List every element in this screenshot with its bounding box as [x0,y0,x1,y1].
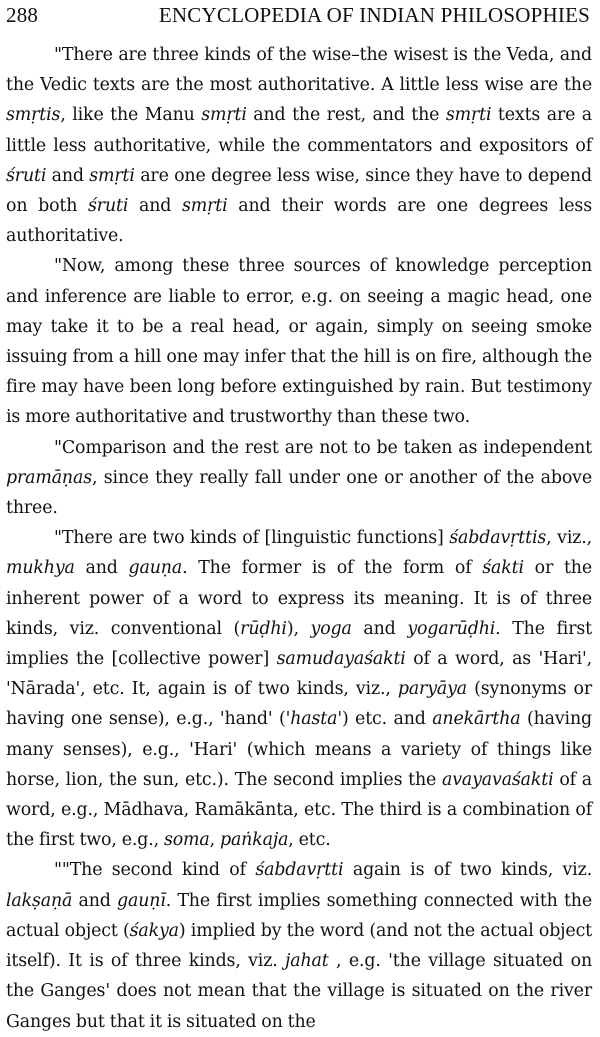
paragraph-comparison [6,433,592,524]
text-run: . The first implies the [collective power] [6,618,592,670]
text-run: "Now, among these three sources of knowledge perception and inference are liable to error, e.g. on seeing a magic head, one may take it to be a real head, or again, simply on seeing smoke issuing from a hill one may infer that the hill is on fire, although the fire may have been long before extinguished by rain. But testimony is more authoritative and trustworthy than these two. [6,256,592,428]
text-run: , e.g. 'the village situated on the Ganges' does not mean that the village is situated on the river Ganges but that it is situated on the [6,951,593,1032]
italic-term: śakya [129,920,179,941]
italic-term: smṛti [89,165,135,186]
text-run: "There are three kinds of the wise–the wisest is the Veda, and the Vedic texts are the most authoritative. A little less wise are the [6,45,592,96]
paragraph-linguistic [6,523,592,855]
text-run: ') etc. and [337,709,433,730]
text-run: and [46,165,90,186]
italic-term: śabdavṛttis [449,528,547,549]
text-run: of a word, e.g., Mādhava, Ramākānta, etc. The third is a combination of the first two, e.g., [6,769,593,851]
italic-term: yoga [310,618,352,639]
text-run: again is of two kinds, viz. [343,860,592,881]
text-run: texts are a little less authoritative, while the commentators and expositors of [6,105,593,156]
text-run: of a word, as 'Hari', 'Nārada', etc. It, again is of two kinds, viz., [6,649,592,700]
text-run: and their words are one degrees less authoritative. [6,196,592,247]
paragraph-sources [6,251,592,432]
italic-term: samudayaśakti [276,649,406,670]
text-run: and [128,196,182,217]
text-run: , like the Manu [60,105,202,126]
italic-term: gauṇa [128,558,183,579]
italic-term: smṛti [201,105,247,126]
running-head [6,0,592,30]
italic-term: mukhya [6,558,75,579]
italic-term: śabdavṛtti [255,860,344,881]
italic-term: pramāṇas [6,467,92,488]
italic-term: avayavaśakti [442,769,554,790]
italic-term: anekārtha [432,709,521,730]
italic-term: śakti [482,558,524,579]
italic-term: paryāya [397,679,467,700]
text-run: and [351,618,408,639]
italic-term: hasta [290,709,338,730]
italic-term: smṛti [182,196,228,217]
text-run: (synonyms or having one sense), e.g., 'hand' (' [6,679,593,730]
italic-term: śruti [88,196,129,217]
text-run: , viz., [546,528,592,549]
italic-term: yogarūḍhi [407,618,496,639]
text-run: (having many senses), e.g., 'Hari' (which means a variety of things like horse, lion, the sun, etc.). The second implies the [6,709,592,790]
body-text [6,40,592,1037]
text-run: are one degree less wise, since they have to depend on both [6,165,592,217]
text-run: and the rest, and the [246,105,446,126]
text-run: or the inherent power of a word to express its meaning. It is of three kinds, viz. conventional ( [6,558,592,639]
paragraph-wise [6,40,592,251]
text-run: ) implied by the word (and not the actual object itself). It is of three kinds, viz. [6,920,592,972]
text-run: , [209,830,220,851]
text-run: . The first implies something connected with the actual object ( [6,890,592,941]
text-run: , since they really fall under one or another of the above three. [6,467,592,519]
italic-term: śruti [6,165,47,186]
text-run: and [74,558,129,579]
italic-term: jahat [285,951,329,972]
text-run: ""The second kind of [54,860,256,881]
text-run: ), [286,618,311,639]
italic-term: soma [163,830,210,851]
italic-term: paṅkaja [219,830,289,851]
text-run: and [72,890,117,911]
paragraph-second-kind [6,855,592,1036]
italic-term: rūḍhi [240,618,287,639]
italic-term: lakṣaṇā [6,890,73,911]
text-run: , etc. [288,830,331,851]
italic-term: gauṇī [117,890,166,911]
running-title: ENCYCLOPEDIA OF INDIAN PHILOSOPHIES [158,3,590,27]
text-run: "Comparison and the rest are not to be taken as independent [54,437,592,458]
italic-term: smṛtis [6,105,61,126]
page-number: 288 [6,3,39,27]
text-run: "There are two kinds of [linguistic functions] [54,528,450,549]
italic-term: smṛti [445,105,492,126]
text-run: . The former is of the form of [182,558,483,579]
